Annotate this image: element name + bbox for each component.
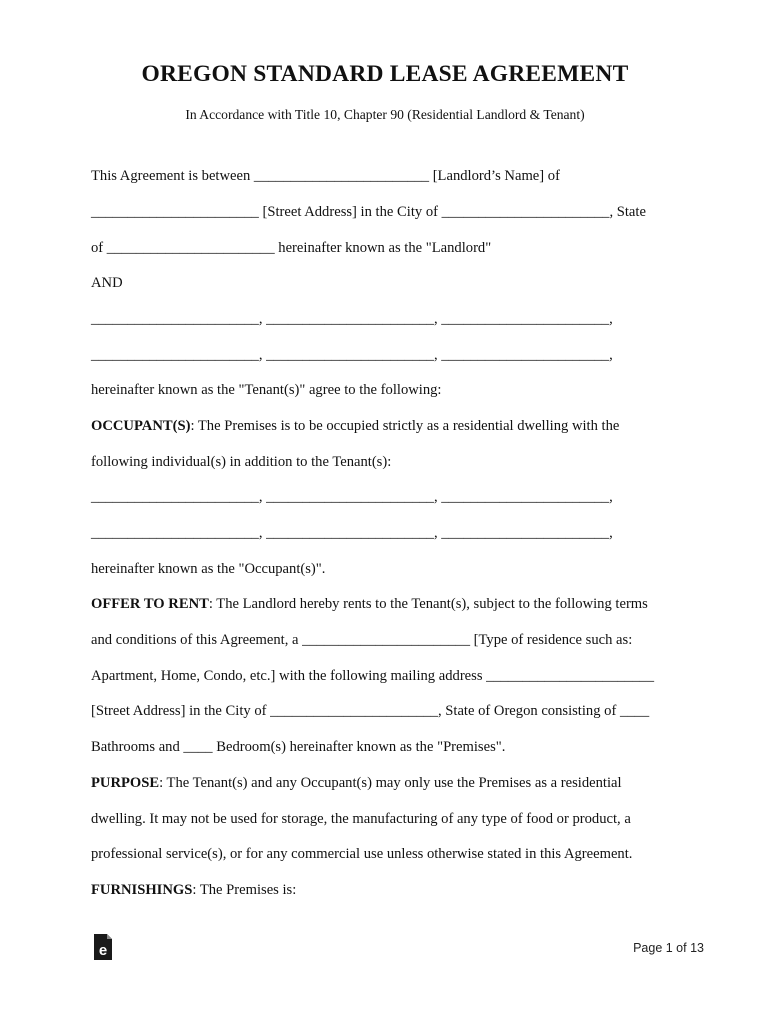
occupant-blank-line: _______________________, _______________________, _______________________, — [91, 525, 613, 541]
section-label: OCCUPANT(S) — [91, 418, 191, 434]
furnishings-heading-line: FURNISHINGS: The Premises is: — [91, 882, 297, 898]
document-subtitle: In Accordance with Title 10, Chapter 90 (Residential Landlord & Tenant) — [185, 107, 585, 122]
text-line: of _______________________ hereinafter known as the "Landlord" — [91, 240, 492, 256]
text-line: and conditions of this Agreement, a _______________________ [Type of residence such as: — [91, 632, 633, 648]
occupant-blank-line: _______________________, _______________________, _______________________, — [91, 489, 613, 505]
tenant-blank-line: _______________________, _______________________, _______________________, — [91, 311, 613, 327]
text-line: professional service(s), or for any commercial use unless otherwise stated in this Agreement. — [91, 846, 633, 862]
occupants-heading-line: OCCUPANT(S): The Premises is to be occupied strictly as a residential dwelling with the — [91, 418, 620, 434]
logo-letter: e — [98, 942, 108, 959]
text-line: This Agreement is between ________________________ [Landlord’s Name] of — [91, 168, 560, 184]
document-title: OREGON STANDARD LEASE AGREEMENT — [141, 61, 629, 87]
section-label: OFFER TO RENT — [91, 596, 209, 612]
purpose-heading-line: PURPOSE: The Tenant(s) and any Occupant(s) may only use the Premises as a residential — [91, 775, 622, 791]
text-line: Apartment, Home, Condo, etc.] with the following mailing address _______________________ — [91, 668, 654, 684]
text-line: [Street Address] in the City of _______________________, State of Oregon consisting of ____ — [91, 703, 650, 719]
text-line: dwelling. It may not be used for storage, the manufacturing of any type of food or product, a — [91, 811, 631, 827]
text-line: Bathrooms and ____ Bedroom(s) hereinafter known as the "Premises". — [91, 739, 506, 755]
text-line: hereinafter known as the "Tenant(s)" agree to the following: — [91, 382, 442, 398]
eforms-logo-icon — [94, 934, 112, 960]
text-line: following individual(s) in addition to the Tenant(s): — [91, 454, 392, 470]
tenant-blank-line: _______________________, _______________________, _______________________, — [91, 347, 613, 363]
offer-heading-line: OFFER TO RENT: The Landlord hereby rents to the Tenant(s), subject to the following terms — [91, 596, 648, 612]
section-label: PURPOSE — [91, 775, 160, 791]
text-line: hereinafter known as the "Occupant(s)". — [91, 561, 326, 577]
text-line: AND — [91, 275, 123, 291]
page-number: Page 1 of 13 — [633, 941, 704, 955]
text-line: _______________________ [Street Address] in the City of _______________________, State — [91, 204, 646, 220]
section-label: FURNISHINGS — [91, 882, 193, 898]
